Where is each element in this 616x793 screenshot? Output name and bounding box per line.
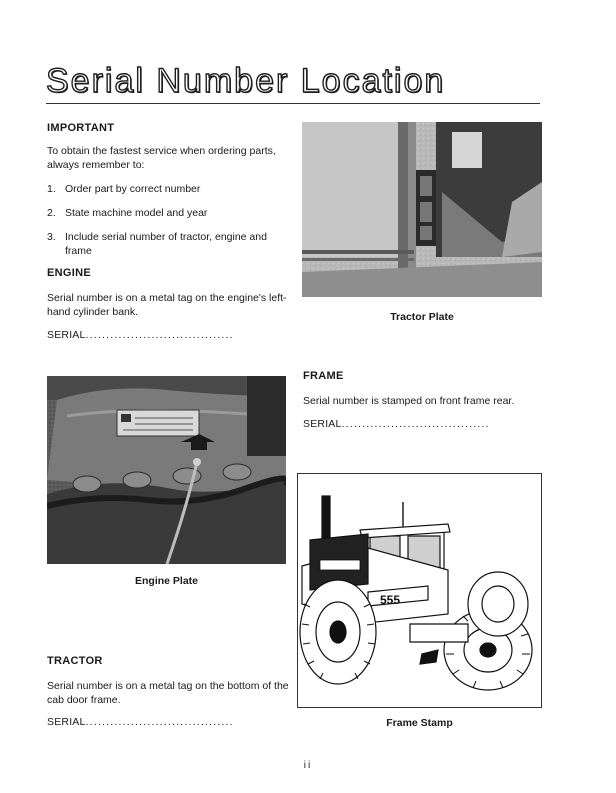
important-intro: To obtain the fastest service when ordering parts, always remember to: [47, 145, 276, 171]
tractor-serial-label: SERIAL [47, 716, 86, 728]
frame-serial-label: SERIAL [303, 418, 342, 430]
list-item-text: Order part by correct number [65, 183, 201, 195]
frame-serial-dots: .................................... [341, 418, 490, 430]
important-heading: IMPORTANT [47, 122, 115, 134]
list-item [47, 230, 287, 258]
tractor-plate-illustration [302, 122, 542, 297]
frame-serial-line [303, 417, 543, 431]
page-title: Serial Number Location [46, 62, 446, 100]
frame-stamp-drawing [297, 473, 542, 708]
list-item [47, 206, 287, 220]
list-item-text: State machine model and year [65, 207, 208, 219]
list-item-text: Include serial number of tractor, engine and frame [65, 231, 267, 257]
list-item-number: 1. [47, 183, 56, 195]
frame-text: Serial number is stamped on front frame rear. [303, 395, 515, 407]
frame-heading: FRAME [303, 370, 344, 382]
engine-serial-line [47, 328, 287, 342]
tractor-plate-photo [302, 122, 542, 297]
engine-plate-illustration [47, 376, 286, 564]
tractor-serial-line [47, 715, 292, 729]
engine-plate-photo [47, 376, 286, 564]
engine-section [47, 266, 287, 342]
page-number: ii [303, 760, 313, 771]
frame-section [303, 369, 543, 431]
tractor-decal-555: 555 [380, 593, 401, 607]
tractor-text: Serial number is on a metal tag on the bottom of the cab door frame. [47, 680, 289, 706]
tractor-section [47, 654, 292, 729]
list-item [47, 182, 287, 196]
engine-serial-label: SERIAL [47, 329, 86, 341]
tractor-serial-dots: .................................... [85, 716, 234, 728]
important-section [47, 121, 287, 268]
engine-plate-caption: Engine Plate [134, 575, 198, 587]
tractor-heading: TRACTOR [47, 655, 103, 667]
engine-heading: ENGINE [47, 267, 91, 279]
list-item-number: 2. [47, 207, 56, 219]
requirements-list [47, 182, 287, 258]
engine-serial-dots: .................................... [85, 329, 234, 341]
frame-stamp-caption: Frame Stamp [386, 717, 453, 729]
tractor-plate-caption: Tractor Plate [390, 311, 454, 323]
engine-text: Serial number is on a metal tag on the engine's left-hand cylinder bank. [47, 292, 287, 318]
tractor-line-drawing [298, 474, 541, 707]
title-rule [46, 103, 540, 104]
list-item-number: 3. [47, 231, 56, 243]
